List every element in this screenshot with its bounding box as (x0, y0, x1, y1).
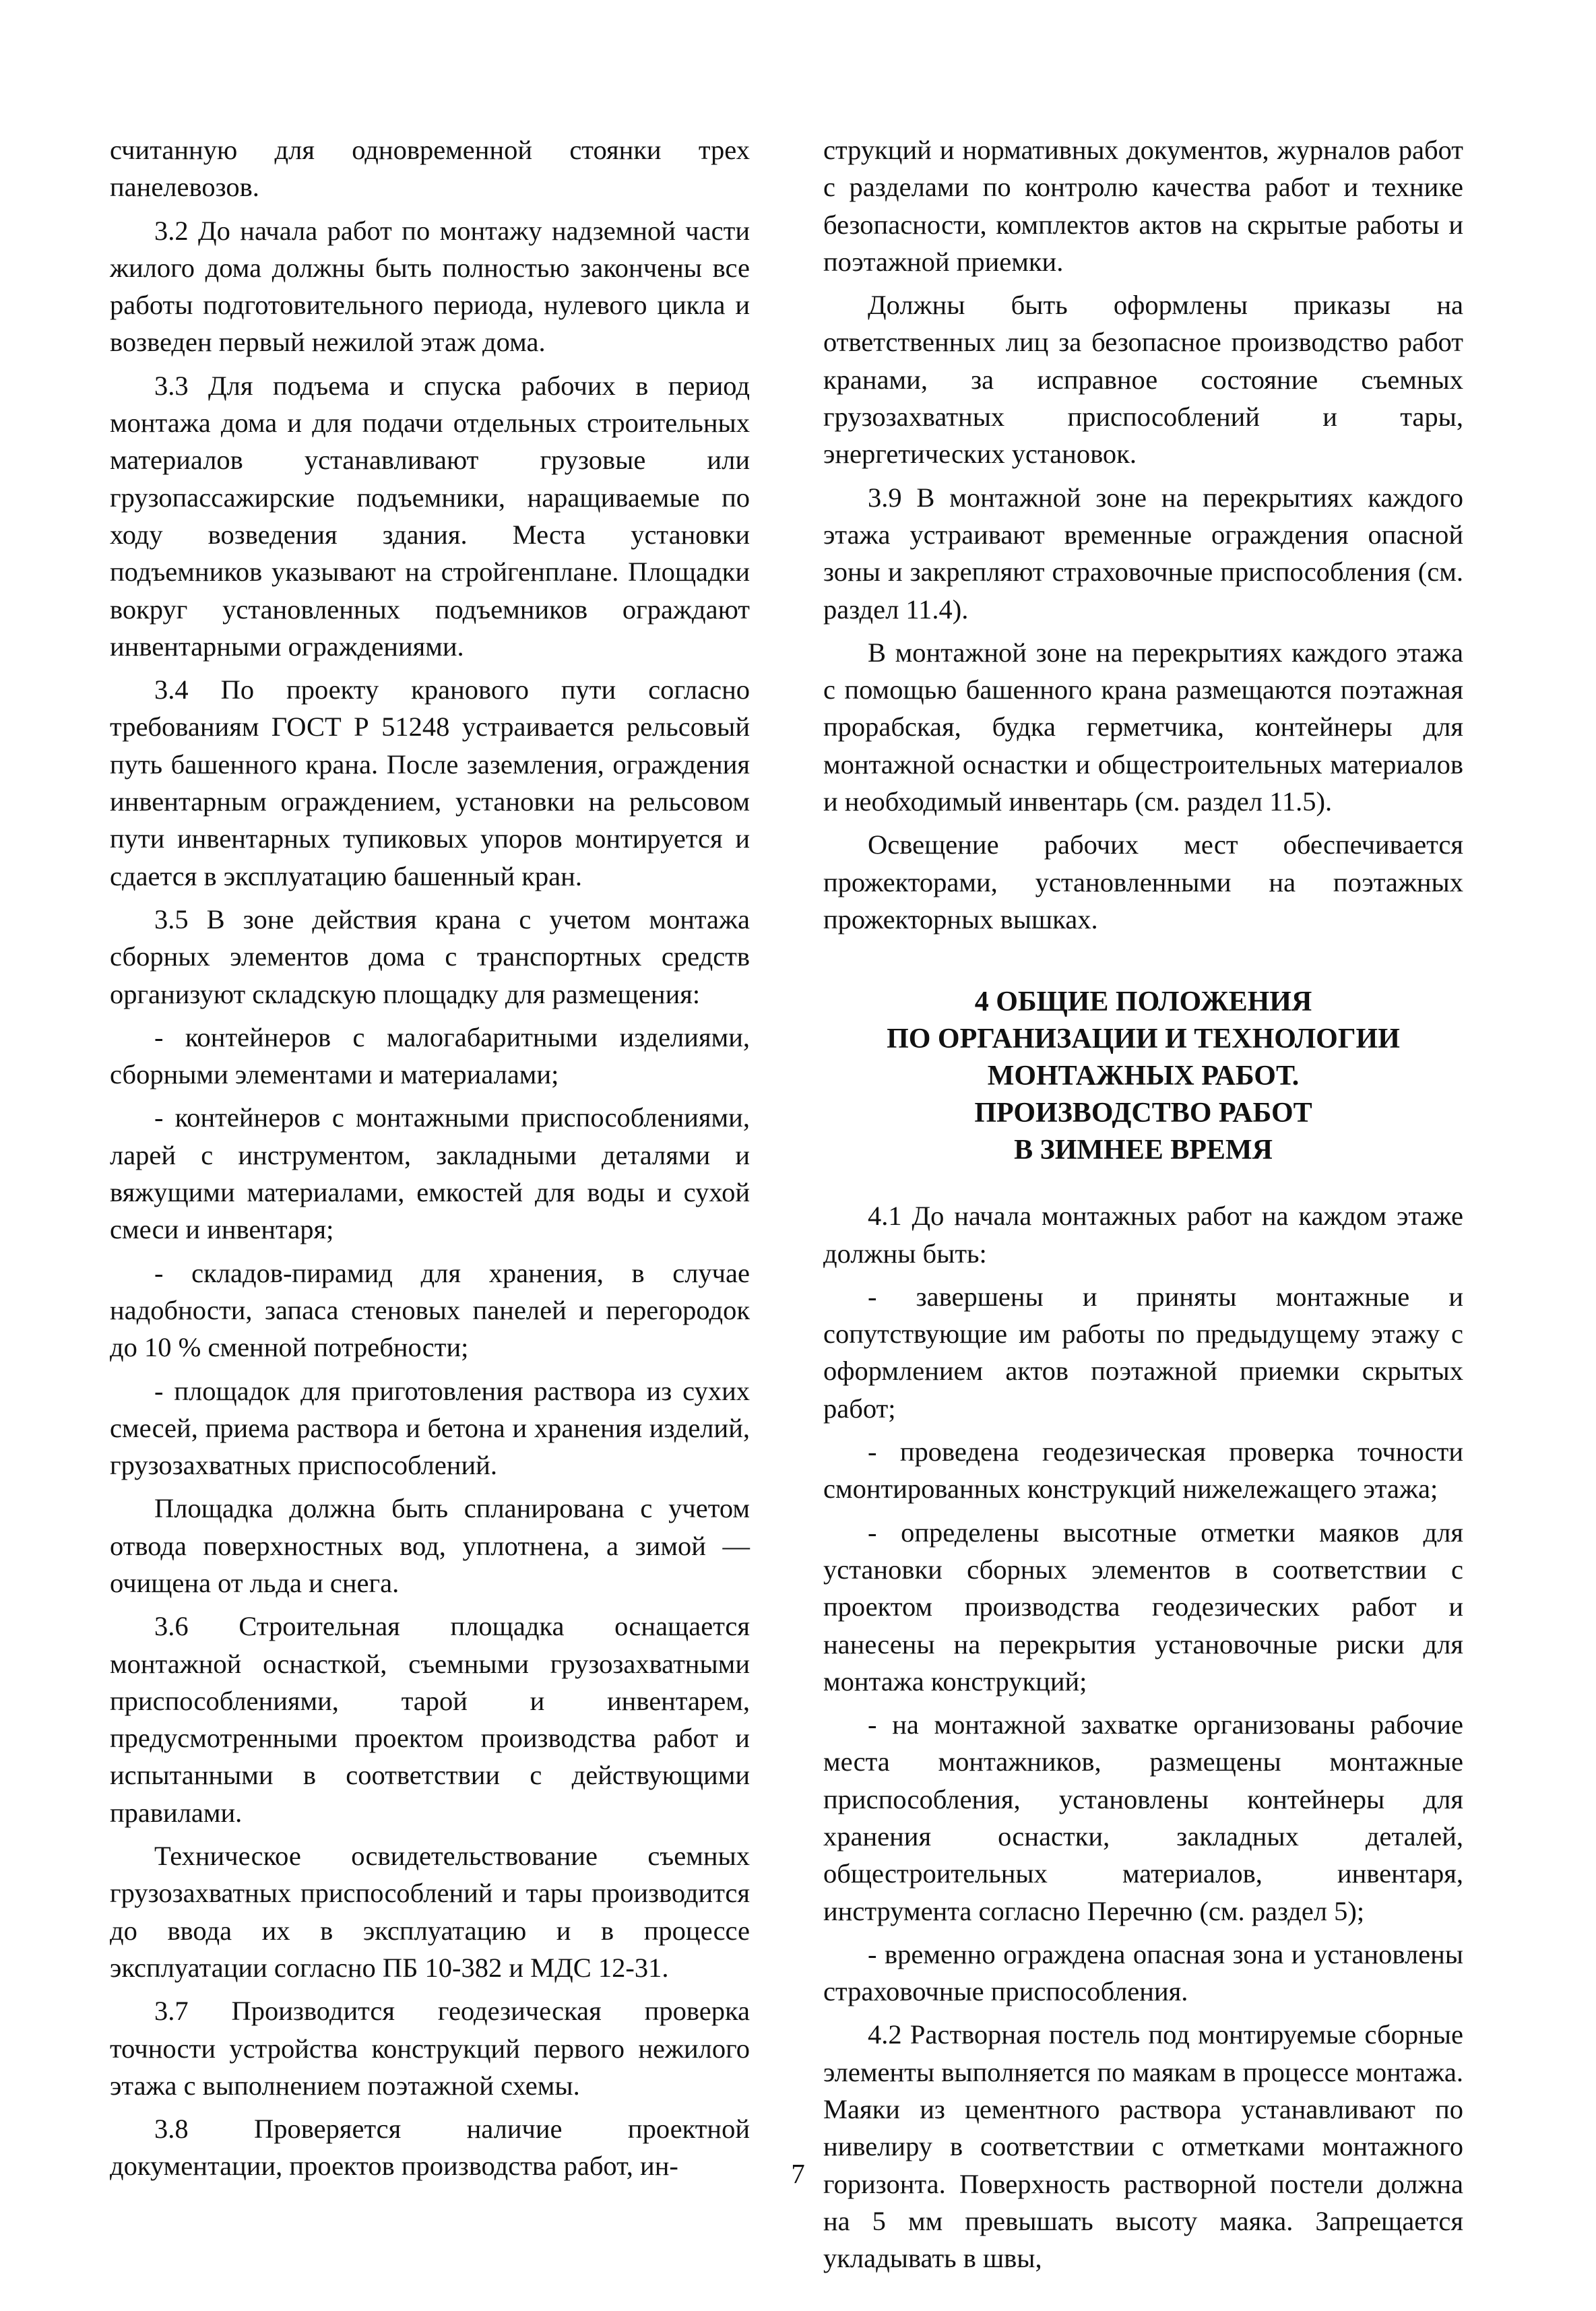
paragraph: Площадка должна быть спланирована с учетом отвода поверхностных вод, уплотнена, а зимой — очищена от льда и снега. (110, 1493, 750, 1598)
list-item: - завершены и приняты монтажные и сопутствующие им работы по предыдущему этажу с оформлением актов поэтажной приемки скрытых работ; (823, 1281, 1463, 1424)
list-item: - складов-пирамид для хранения, в случае надобности, запаса стеновых панелей и перегородок до 10 % сменной потребности; (110, 1257, 750, 1363)
list-item: - временно ограждена опасная зона и установлены страховочные приспособления. (823, 1938, 1463, 2007)
paragraph: Техническое освидетельствование съемных грузозахватных приспособлений и тары производится до ввода их в эксплуатацию и в процессе эксплуатации согласно ПБ 10-382 и МДС 12-31. (110, 1841, 750, 1983)
heading-line: ПРОИЗВОДСТВО РАБОТ (974, 1098, 1312, 1129)
page-number: 7 (791, 2158, 805, 2189)
heading-line: В ЗИМНЕЕ ВРЕМЯ (1014, 1135, 1273, 1166)
paragraph: Освещение рабочих мест обеспечивается прожекторами, установленными на поэтажных прожекторных вышках. (823, 829, 1463, 935)
paragraph: струкций и нормативных документов, журналов работ с разделами по контролю качества работ и технике безопасности, комплектов актов на скрытые работы и поэтажной приемки. (823, 135, 1463, 277)
paragraph: Должны быть оформлены приказы на ответственных лиц за безопасное производство работ кранами, за исправное состояние съемных грузозахватных приспособлений и тары, энергетических установок. (823, 290, 1463, 470)
paragraph-3-7: 3.7 Производится геодезическая проверка точности устройства конструкций первого нежилого этажа с выполнением поэтажной схемы. (110, 1996, 750, 2101)
right-column (823, 131, 1463, 2283)
list-item: - контейнеров с монтажными приспособлениями, ларей с инструментом, закладными деталями и вяжущими материалами, емкостей для воды и сухой смеси и инвентаря; (110, 1102, 750, 1245)
paragraph-3-6: 3.6 Строительная площадка оснащается монтажной оснасткой, съемными грузозахватными приспособлениями, тарой и инвентарем, предусмотренными проектом производства работ и испытанными в соответствии с действующими правилами. (110, 1611, 750, 1828)
paragraph-4-1: 4.1 До начала монтажных работ на каждом этаже должны быть: (823, 1201, 1463, 1269)
paragraph-3-3: 3.3 Для подъема и спуска рабочих в период монтажа дома и для подачи отдельных строительных материалов устанавливают грузовые или грузопассажирские подъемники, наращиваемые по ходу возведения здания. Места установки подъемников указывают на стройгенплане. Площадки вокруг установленных подъемников ограждают инвентарными ограждениями. (110, 370, 750, 662)
paragraph: считанную для одновременной стоянки трех панелевозов. (110, 135, 750, 203)
list-item: - контейнеров с малогабаритными изделиями, сборными элементами и материалами; (110, 1021, 750, 1090)
heading-line: ПО ОРГАНИЗАЦИИ И ТЕХНОЛОГИИ (887, 1023, 1400, 1055)
paragraph-3-9: 3.9 В монтажной зоне на перекрытиях каждого этажа устраивают временные ограждения опасной зоны и закрепляют страховочные приспособления (см. раздел 11.4). (823, 482, 1463, 625)
list-item: - проведена геодезическая проверка точности смонтированных конструкций нижележащего этажа; (823, 1436, 1463, 1505)
heading-line: 4 ОБЩИЕ ПОЛОЖЕНИЯ (974, 986, 1312, 1018)
list-item: - площадок для приготовления раствора из сухих смесей, приема раствора и бетона и хранения изделий, грузозахватных приспособлений. (110, 1375, 750, 1481)
paragraph-3-5: 3.5 В зоне действия крана с учетом монтажа сборных элементов дома с транспортных средств организуют складскую площадку для размещения: (110, 904, 750, 1009)
list-item: - на монтажной захватке организованы рабочие места монтажников, размещены монтажные приспособления, установлены контейнеры для хранения оснастки, закладных деталей, общестроительных материалов, инвентаря, инструмента согласно Перечню (см. раздел 5); (823, 1709, 1463, 1926)
paragraph-3-4: 3.4 По проекту кранового пути согласно требованиям ГОСТ Р 51248 устраивается рельсовый путь башенного крана. После заземления, ограждения инвентарным ограждением, установки на рельсовом пути инвентарных тупиковых упоров монтируется и сдается в эксплуатацию башенный кран. (110, 674, 750, 891)
list-item: - определены высотные отметки маяков для установки сборных элементов в соответствии с проектом производства геодезических работ и нанесены на перекрытия установочные риски для монтажа конструкций; (823, 1517, 1463, 1697)
heading-line: МОНТАЖНЫХ РАБОТ. (987, 1060, 1300, 1092)
left-column (110, 131, 750, 2191)
section-heading (823, 984, 1463, 1169)
paragraph-4-2: 4.2 Растворная постель под монтируемые сборные элементы выполняется по маякам в процессе монтажа. Маяки из цементного раствора устанавливают по нивелиру в соответствии с отметками монтажного горизонта. Поверхность растворной постели должна на 5 мм превышать высоту маяка. Запрещается укладывать в швы, (823, 2019, 1463, 2274)
paragraph-3-8: 3.8 Проверяется наличие проектной документации, проектов производства работ, ин- (110, 2114, 750, 2182)
paragraph: В монтажной зоне на перекрытиях каждого этажа с помощью башенного крана размещаются поэтажная прорабская, будка герметчика, контейнеры для монтажной оснастки и общестроительных материалов и необходимый инвентарь (см. раздел 11.5). (823, 637, 1463, 817)
paragraph-3-2: 3.2 До начала работ по монтажу надземной части жилого дома должны быть полностью закончены все работы подготовительного периода, нулевого цикла и возведен первый нежилой этаж дома. (110, 215, 750, 358)
